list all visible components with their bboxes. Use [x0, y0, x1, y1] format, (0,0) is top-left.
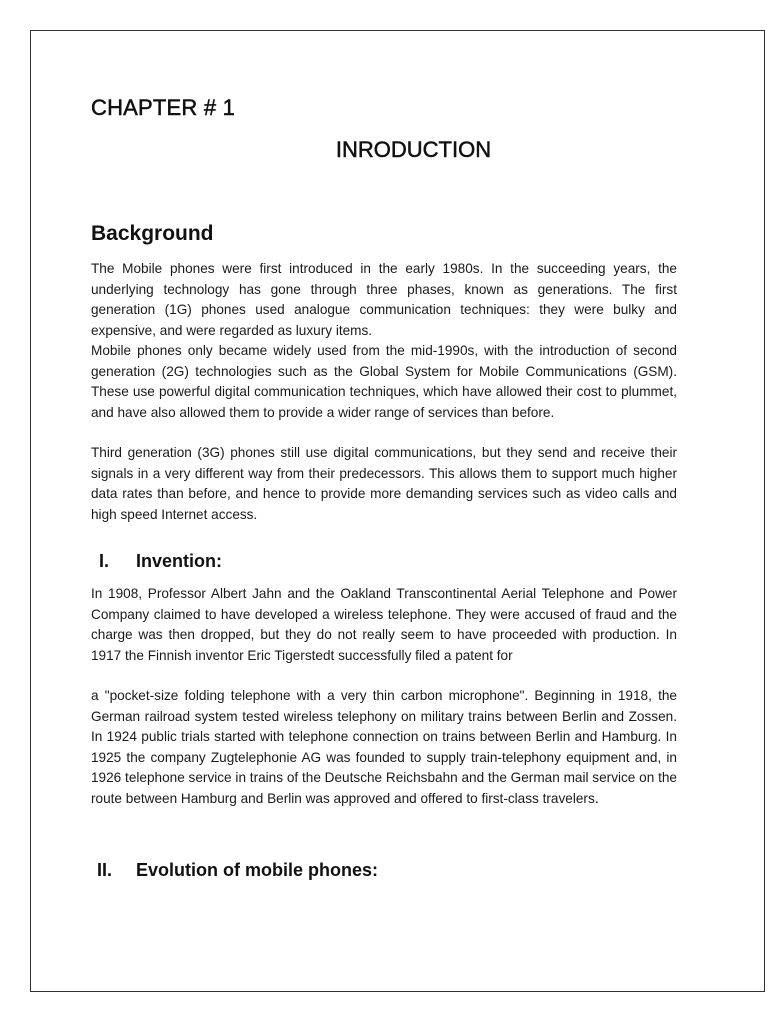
document-page	[30, 30, 765, 992]
section-number: II.	[97, 860, 113, 880]
invention-paragraph-2-period: .	[594, 789, 599, 807]
background-paragraph-3: Third generation (3G) phones still use digital communications, but they send and receive their signals in a very different way from their predecessors. This allows them to support much higher data rates than before, and hence to provide more demanding services such as video calls and high speed Internet access.	[91, 445, 677, 522]
section-heading-evolution	[97, 860, 378, 881]
background-heading: Background	[91, 222, 214, 245]
chapter-label: CHAPTER # 1	[91, 95, 236, 120]
section-title: Evolution of mobile phones:	[136, 860, 378, 880]
background-paragraph-2: Mobile phones only became widely used from the mid-1990s, with the introduction of second generation (2G) technologies such as the Global System for Mobile Communications (GSM). These use powerful digital communication techniques, which have allowed their cost to plummet, and have also allowed them to provide a wider range of services than before.	[91, 343, 677, 420]
background-paragraph-1: The Mobile phones were first introduced in the early 1980s. In the succeeding years, the underlying technology has gone through three phases, known as generations. The first generation (1G) phones used analogue communication techniques: they were bulky and expensive, and were regarded as luxury items.	[91, 261, 677, 338]
invention-paragraph-2	[91, 686, 677, 810]
chapter-title: INRODUCTION	[335, 137, 492, 162]
section-number: I.	[99, 551, 110, 571]
invention-paragraph-2-text: a "pocket-size folding telephone with a very thin carbon microphone". Beginning in 1918, the German railroad system tested wireless telephony on military trains between Berlin and Zossen. In 1924 public trials started with telephone connection on trains between Berlin and Hamburg. In 1925 the company Zugtelephonie AG was founded to supply train-telephony equipment and, in 1926 telephone service in trains of the Deutsche Reichsbahn and the German mail service on the route between Hamburg and Berlin was approved and offered to first-class travelers	[91, 688, 677, 806]
invention-paragraph-1: In 1908, Professor Albert Jahn and the Oakland Transcontinental Aerial Telephone and Power Company claimed to have developed a wireless telephone. They were accused of fraud and the charge was then dropped, but they do not really seem to have proceeded with production. In 1917 the Finnish inventor Eric Tigerstedt successfully filed a patent for	[91, 586, 677, 663]
section-heading-invention	[99, 551, 222, 572]
section-title: Invention:	[136, 551, 222, 571]
